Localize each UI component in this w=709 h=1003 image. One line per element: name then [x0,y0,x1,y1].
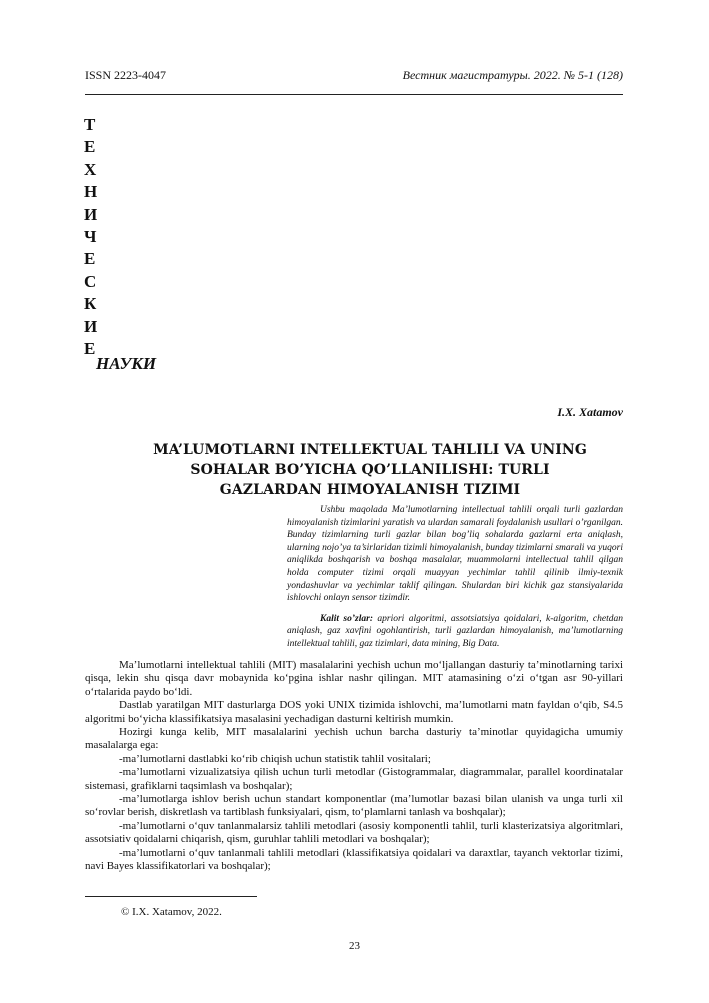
page-number: 23 [349,940,360,952]
title-line: GAZLARDAN HIMOYALANISH TIZIMI [219,482,521,498]
title-line: MA’LUMOTLARNI INTELLEKTUAL TAHLILI VA UNING [153,442,587,458]
list-item: -ma’lumotlarni o‘quv tanlanmalarsiz tahlili metodlari (asosiy komponentli tahlil, turli klasterizatsiya algoritmlari, assotsiativ qoidalarni chiqarish, qism, guruhlar tahlili metodlari va boshqalar); [85,819,623,846]
paragraph: Hozirgi kunga kelib, MIT masalalarini yechish uchun barcha dasturiy ta’minotlar quyidagicha umumiy masalalarga ega: [85,726,623,752]
list-item: -ma’lumotlarni o‘quv tanlanmali tahlili metodlari (klassifikatsiya qoidalari va daraxtlar, tayanch vektorlar tizimi, navi Bayes klassifikatorlari va boshqalar); [85,846,623,873]
section-letter: К [84,294,97,314]
section-title-last-word: НАУКИ [96,354,157,373]
section-letter: Х [84,159,97,179]
section-letter: Ч [84,227,97,247]
section-letter: Н [84,182,98,202]
paragraph: Ma’lumotlarni intellektual tahlili (MIT) masalalarini yechish uchun mo‘ljallangan dasturiy ta’minotlarning tarixi qisqa, lekin shu qisqa davr mobaynida ko‘pgina ishlar nashr qilingan. MIT atamasining o‘zi o‘tgan asr 90-yillari o‘rtalarida paydo bo‘ldi. [85,659,623,698]
list-item: -ma’lumotlarni dastlabki ko‘rib chiqish uchun statistik tahlil vositalari; [119,752,431,765]
author-name: I.X. Xatamov [557,405,623,419]
keywords [287,613,623,651]
journal-reference: Вестник магистратуры. 2022. № 5-1 (128) [402,68,623,82]
paragraph: Dastlab yaratilgan MIT dasturlarga DOS yoki UNIX tizimida ishlovchi, ma’lumotlarni matn fayldan o‘qib, S4.5 algoritmi bo‘yicha klassifikatsiya masalasini yechadigan dasturni keltirish mumkin. [85,699,623,725]
footnote: © I.X. Xatamov, 2022. [121,906,222,918]
section-title-vertical [84,114,97,360]
body-text [85,659,623,874]
keywords-label: Kalit so’zlar: [320,613,373,624]
section-letter: И [84,316,98,336]
title-line: SOHALAR BO’YICHA QO’LLANILISHI: TURLI [190,462,550,478]
list-item: -ma’lumotlarga ishlov berish uchun standart komponentlar (ma’lumotlar bazasi bilan ulanish va unga turli xil so‘rovlar berish, diskretlash va tartiblash funksiyalari, qism, to‘plamlarni tanlash va boshqalar); [85,793,623,819]
section-letter: И [84,204,98,224]
abstract-block [287,504,623,651]
list-item: -ma’lumotlarni vizualizatsiya qilish uchun turli metodlar (Gistogrammalar, diagrammalar, parallel koordinatalar sistemasi, grafiklarni taqsimlash va boshqalar); [85,766,623,792]
section-letter: Е [84,339,96,359]
section-letter: Т [84,115,96,134]
section-letter: Е [84,249,96,269]
article-title [150,440,590,500]
abstract-text: Ushbu maqolada Ma’lumotlarning intellectual tahlili orqali turli gazlardan himoyalanish tizimlarini yaratish va ulardan samarali foydalanish usullari o’rganilgan. Bunday tizimlarning turli gazlar bilan bog’liq sohalarda gazlarni erta aniqlash, ularning nojo’ya ta’sirlaridan tizimli himoyalanish, bunday tizimlarni smarali va yuqori aniqlikda boshqarish va boshqa masalalar, muammolarni intellectual tahlil qilgan holda computer tizimi orqali muayyan yechimlar tahlil qilinib ilmiy-texnik yondashuvlar va yechimlar taklif qilingan. Shulardan biri kichik gaz stansiyalarida ishlovchi onlayn sensor tizimdir. [287,505,623,604]
footnote-divider [85,896,257,897]
section-letter: С [84,271,97,291]
keywords-text: apriori algoritmi, assotsiatsiya qoidalari, k-algoritm, chetdan aniqlash, gaz xavfini ogohlantirish, turli gazlardan himoyalanish, ma’lumotlarning intellektual tahlili, gaz tizimlari, data mining, Big Data. [287,613,623,649]
header-divider [85,94,623,95]
section-letter: Е [84,137,96,157]
issn: ISSN 2223-4047 [85,68,167,82]
